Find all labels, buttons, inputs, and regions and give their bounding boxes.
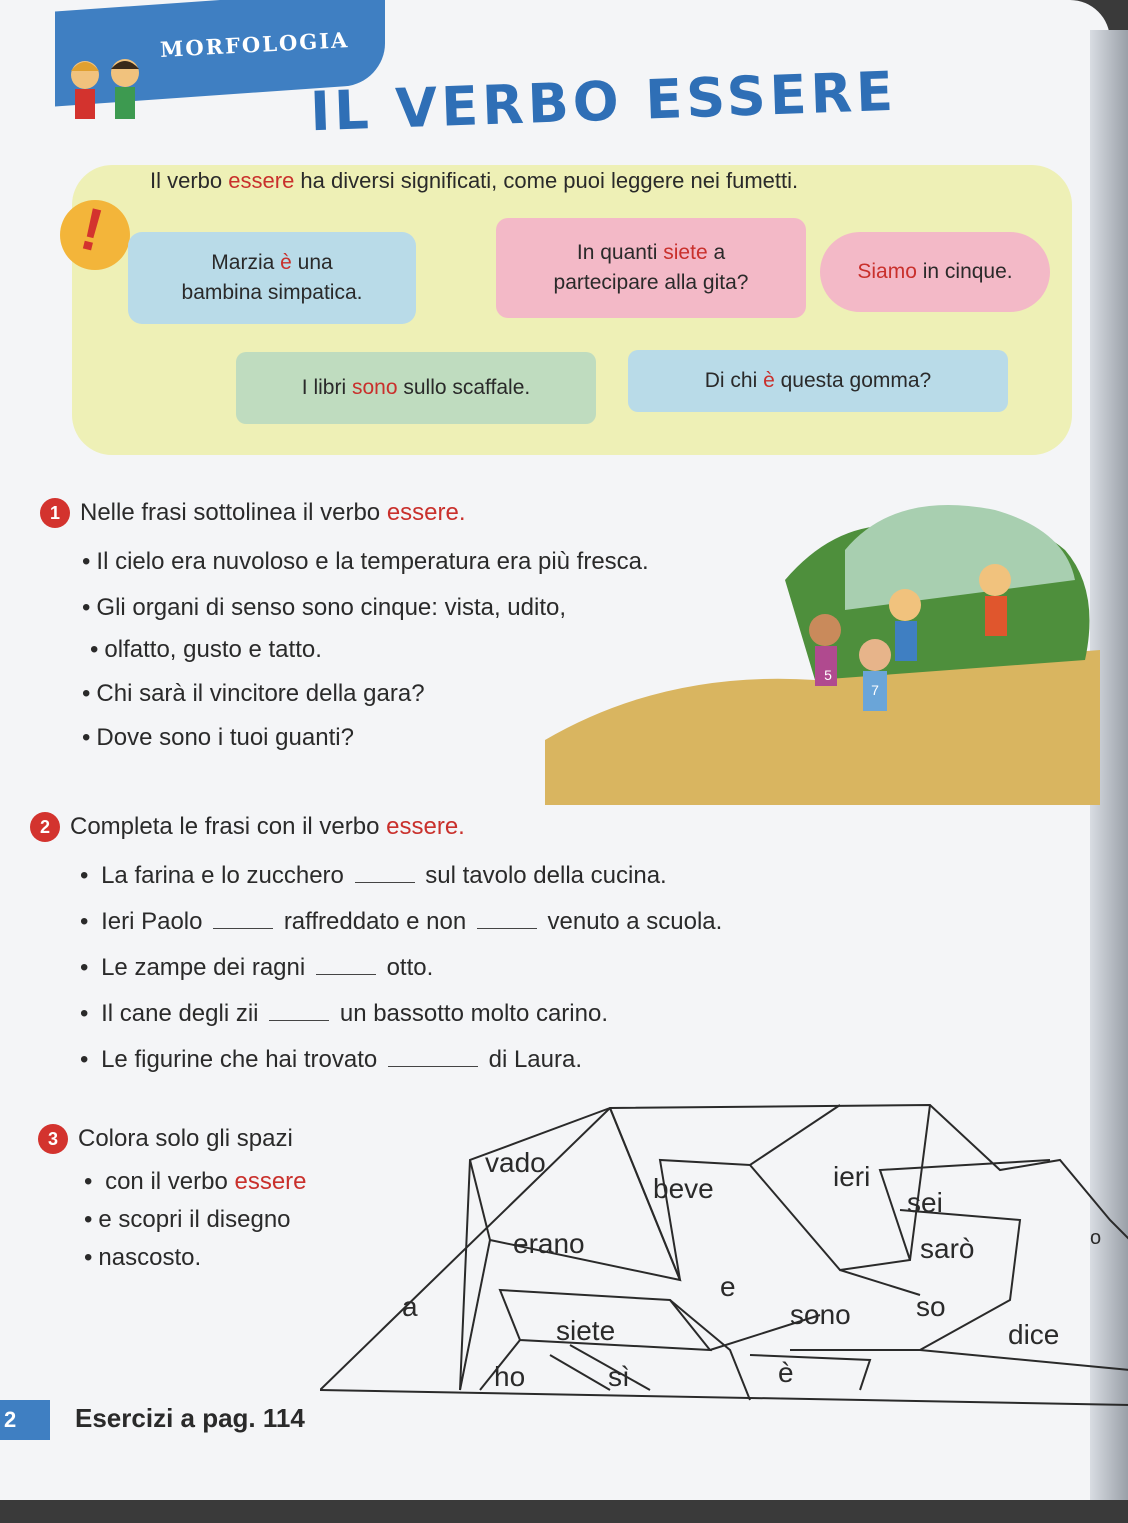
e2-item-1-before: La farina e lo zucchero [101, 862, 344, 889]
puzzle-lines [320, 1105, 1128, 1405]
hidden-drawing-puzzle [320, 1100, 1128, 1420]
intro-keyword: essere [228, 168, 295, 193]
exercise-1-heading [40, 498, 466, 528]
kids-mascot-illustration [55, 45, 155, 125]
puzzle-word-siete[interactable]: siete [556, 1315, 616, 1346]
e2-item-3-before: Le zampe dei ragni [101, 954, 306, 981]
bubble-2-line-1: In quanti siete a [576, 240, 726, 264]
intro-text-after: ha diversi significati, come puoi leggere nei fumetti. [294, 168, 799, 193]
exercise-1-item-4: • Dove sono i tuoi guanti? [82, 718, 354, 759]
e2-item-3-after: otto. [386, 954, 434, 981]
speech-bubble-3 [820, 232, 1050, 312]
speech-bubble-1 [128, 232, 416, 324]
exercise-1-item-1: • Il cielo era nuvoloso e la temperatura era più fresca. [82, 542, 649, 583]
footer-exercises-reference: Esercizi a pag. 114 [75, 1403, 305, 1433]
bubble-4-line-1: I libri sono sullo scaffale. [301, 375, 531, 399]
e2-item-2-blank-1[interactable] [213, 928, 273, 929]
puzzle-word-e[interactable]: e [720, 1271, 736, 1302]
exercise-2-instruction [70, 813, 465, 841]
highlighted-verb: sono [351, 375, 398, 399]
highlighted-verb: Siamo [857, 259, 917, 283]
puzzle-word-e-verb[interactable]: è [778, 1357, 794, 1388]
e2-item-2-before: Ieri Paolo [101, 908, 203, 935]
e2-item-4-before: Il cane degli zii [101, 1000, 259, 1027]
e2-item-5-before: Le figurine che hai trovato [101, 1046, 378, 1073]
puzzle-word-ieri[interactable]: ieri [833, 1161, 871, 1192]
puzzle-word-saro[interactable]: sarò [920, 1233, 975, 1264]
exercise-2-number: 2 [30, 812, 60, 842]
e2-item-2-after: venuto a scuola. [547, 908, 723, 935]
speech-bubble-4 [236, 352, 596, 424]
puzzle-word-erano[interactable]: erano [513, 1228, 585, 1259]
exercise-3-line-2 [84, 1162, 307, 1203]
bib-number-5: 5 [824, 667, 832, 683]
puzzle-word-si[interactable]: sì [608, 1361, 630, 1392]
e2-item-4-blank[interactable] [269, 1020, 329, 1021]
puzzle-word-ho[interactable]: ho [494, 1361, 526, 1392]
e2-item-1-after: sul tavolo della cucina. [425, 862, 667, 889]
exercise-3-keyword: essere [234, 1168, 307, 1195]
exercise-2-item-2 [80, 902, 722, 943]
bubble-2-line-2: partecipare alla gita? [553, 271, 749, 294]
e2-item-2-mid: raffreddato e non [283, 908, 467, 935]
exclamation-icon: ! [74, 194, 110, 265]
exercise-1-item-3: • Chi sarà il vincitore della gara? [82, 674, 425, 715]
exercise-3-line-3: • e scopri il disegno [84, 1200, 291, 1241]
intro-text-before: Il verbo [150, 168, 229, 193]
page-title: IL VERBO ESSERE [309, 59, 898, 144]
exercise-2-item-3 [80, 948, 433, 989]
intro-sentence [150, 168, 798, 194]
puzzle-word-a[interactable]: a [402, 1291, 418, 1322]
highlighted-verb: è [763, 368, 775, 392]
bubble-5-line-1: Di chi è questa gomma? [704, 368, 932, 392]
exercise-3-number: 3 [38, 1124, 68, 1154]
exercise-2-heading [30, 812, 465, 842]
exercise-1-item-2-cont: • olfatto, gusto e tatto. [90, 630, 322, 671]
puzzle-word-sei[interactable]: sei [907, 1187, 943, 1218]
exercise-1-number: 1 [40, 498, 70, 528]
exercise-3-line-4: • nascosto. [84, 1238, 201, 1279]
e2-item-1-blank[interactable] [355, 882, 415, 883]
highlighted-verb: è [280, 250, 292, 274]
puzzle-word-sono[interactable]: sono [790, 1299, 851, 1330]
running-children-illustration [545, 490, 1100, 805]
exercise-1-instruction [80, 499, 466, 527]
puzzle-word-o[interactable]: o [1090, 1227, 1102, 1249]
puzzle-word-dice[interactable]: dice [1008, 1319, 1060, 1350]
bubble-3-line-1: Siamo in cinque. [857, 259, 1013, 283]
exercise-1-item-2: • Gli organi di senso sono cinque: vista, udito, [82, 588, 566, 629]
e2-item-3-blank[interactable] [316, 974, 376, 975]
e2-item-2-blank-2[interactable] [477, 928, 537, 929]
puzzle-word-so[interactable]: so [916, 1291, 946, 1322]
exercise-2-item-5 [80, 1040, 582, 1081]
e2-item-5-after: di Laura. [488, 1046, 583, 1073]
exercise-3-line-1: Colora solo gli spazi [78, 1125, 293, 1152]
exercise-2-item-4 [80, 994, 608, 1035]
exercise-2-item-1 [80, 856, 667, 897]
exercise-1-instruction-text: Nelle frasi sottolinea il verbo [80, 499, 387, 526]
e2-item-4-after: un bassotto molto carino. [339, 1000, 608, 1027]
highlighted-verb: siete [663, 240, 708, 264]
speech-bubble-2 [496, 218, 806, 318]
exercise-2-keyword: essere. [386, 813, 465, 840]
page-number: 2 [0, 1400, 50, 1440]
speech-bubble-5 [628, 350, 1008, 412]
exercise-3-line-2-text: con il verbo [105, 1168, 235, 1195]
bib-number-7: 7 [871, 682, 879, 698]
puzzle-word-vado[interactable]: vado [485, 1147, 546, 1178]
exercise-1-keyword: essere. [386, 499, 466, 526]
section-label: MORFOLOGIA [159, 27, 350, 62]
e2-item-5-blank[interactable] [388, 1066, 478, 1067]
exercise-3-heading [38, 1124, 293, 1154]
puzzle-word-beve[interactable]: beve [653, 1173, 714, 1204]
bubble-1-line-1: Marzia è una [211, 250, 333, 274]
exercise-2-instruction-text: Completa le frasi con il verbo [70, 813, 387, 840]
bubble-1-line-2: bambina simpatica. [181, 281, 363, 304]
